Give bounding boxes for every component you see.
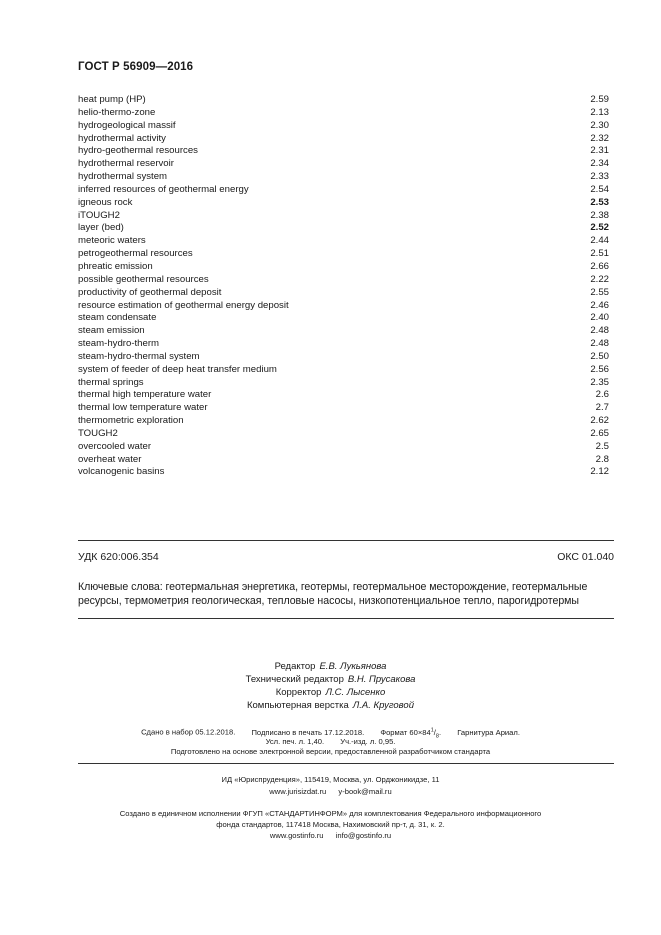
index-ref: 2.56 <box>590 363 609 375</box>
index-ref: 2.32 <box>590 132 609 144</box>
index-row <box>78 312 609 325</box>
document-header: ГОСТ Р 56909—2016 <box>78 61 194 73</box>
index-term: steam-hydro-therm <box>78 338 160 350</box>
creator-site[interactable]: www.gostinfo.ru <box>269 831 324 840</box>
index-ref: 2.12 <box>590 466 609 478</box>
index-row <box>78 441 609 454</box>
index-term: resource estimation of geothermal energy deposit <box>78 299 289 311</box>
index-term: steam condensate <box>78 312 157 324</box>
index-term: productivity of geothermal deposit <box>78 286 222 298</box>
index-ref: 2.59 <box>590 94 609 105</box>
index-ref: 2.22 <box>590 273 609 285</box>
index-term: petrogeothermal resources <box>78 248 193 260</box>
index-row <box>78 402 609 415</box>
index-term: steam emission <box>78 325 145 337</box>
index-term: hydro-geothermal resources <box>78 145 198 157</box>
publisher-site[interactable]: www.jurisizdat.ru <box>269 787 327 796</box>
submitted-date: Сдано в набор 05.12.2018. <box>141 727 236 737</box>
index-row <box>78 184 609 197</box>
credit-role: Технический редактор <box>245 674 344 685</box>
creator-contacts <box>0 830 661 842</box>
index-ref: 2.62 <box>590 415 609 427</box>
index-ref: 2.66 <box>590 260 609 272</box>
index-row <box>78 325 609 338</box>
index-ref: 2.13 <box>590 106 609 118</box>
credits-block <box>0 660 661 712</box>
index-term: steam-hydro-thermal system <box>78 350 200 362</box>
index-ref: 2.31 <box>590 145 609 157</box>
index-term: system of feeder of deep heat transfer medium <box>78 363 277 375</box>
index-ref: 2.53 <box>590 196 609 208</box>
index-row <box>78 389 609 402</box>
publisher-email[interactable]: y-book@mail.ru <box>338 787 392 796</box>
index-row <box>78 197 609 210</box>
index-row <box>78 133 609 146</box>
credit-name: Л.С. Лысенко <box>325 687 386 698</box>
divider-keywords <box>78 618 614 619</box>
index-ref: 2.46 <box>590 299 609 311</box>
index-row <box>78 415 609 428</box>
keywords: Ключевые слова: геотермальная энергетика, геотермы, геотермальное месторождение, геотермальные ресурсы, термометрия геологическая, тепловые насосы, низкопотенциальное тепло, парогидротермы <box>78 581 588 607</box>
index-row <box>78 428 609 441</box>
index-term: possible geothermal resources <box>78 273 209 285</box>
index-term: overcooled water <box>78 440 152 452</box>
index-term: phreatic emission <box>78 260 153 272</box>
index-ref: 2.40 <box>590 312 609 324</box>
index-row <box>78 248 609 261</box>
index-row <box>78 235 609 248</box>
credit-line <box>0 673 661 686</box>
index-term: thermal springs <box>78 376 144 388</box>
index-row <box>78 261 609 274</box>
creator-line2: фонда стандартов, 117418 Москва, Нахимовский пр-т, д. 31, к. 2. <box>216 820 445 829</box>
index-row <box>78 171 609 184</box>
index-row <box>78 454 609 467</box>
index-ref: 2.8 <box>595 453 609 465</box>
index-ref: 2.65 <box>590 427 609 439</box>
credit-line <box>0 699 661 712</box>
credit-role: Компьютерная верстка <box>246 700 349 711</box>
index-row <box>78 300 609 313</box>
index-row <box>78 351 609 364</box>
index-ref: 2.44 <box>590 235 609 247</box>
index-term: hydrothermal activity <box>78 132 166 144</box>
term-index <box>78 94 609 479</box>
print-sheets: Усл. печ. л. 1,40. <box>265 737 325 746</box>
index-term: meteoric waters <box>78 235 146 247</box>
index-term: inferred resources of geothermal energy <box>78 183 249 195</box>
index-row <box>78 338 609 351</box>
index-row <box>78 145 609 158</box>
index-term: hydrothermal system <box>78 171 168 183</box>
index-ref: 2.50 <box>590 350 609 362</box>
index-row <box>78 377 609 390</box>
credit-role: Корректор <box>275 687 322 698</box>
index-term: volcanogenic basins <box>78 466 165 478</box>
index-ref: 2.51 <box>590 248 609 260</box>
credit-line <box>0 660 661 673</box>
divider-bottom <box>78 763 614 764</box>
index-row <box>78 222 609 235</box>
index-term: helio-thermo-zone <box>78 106 156 118</box>
index-row <box>78 120 609 133</box>
index-ref: 2.30 <box>590 119 609 131</box>
index-term: igneous rock <box>78 196 133 208</box>
index-term: thermal low temperature water <box>78 402 208 414</box>
typeface: Гарнитура Ариал. <box>457 727 520 737</box>
index-row <box>78 107 609 120</box>
index-row <box>78 94 609 107</box>
index-term: heat pump (HP) <box>78 94 146 105</box>
index-term: iTOUGH2 <box>78 209 120 221</box>
index-ref: 2.5 <box>595 440 609 452</box>
credit-name: В.Н. Прусакова <box>347 674 416 685</box>
index-row <box>78 158 609 171</box>
index-row <box>78 210 609 223</box>
index-ref: 2.7 <box>595 402 609 414</box>
index-term: hydrothermal reservoir <box>78 158 174 170</box>
index-row <box>78 364 609 377</box>
index-ref: 2.52 <box>590 222 609 234</box>
index-ref: 2.34 <box>590 158 609 170</box>
credit-line <box>0 686 661 699</box>
index-ref: 2.48 <box>590 325 609 337</box>
signed-date: Подписано в печать 17.12.2018. <box>251 727 365 737</box>
index-row <box>78 287 609 300</box>
prepared-note: Подготовлено на основе электронной версии, предоставленной разработчиком стандарта <box>170 747 491 756</box>
index-ref: 2.38 <box>590 209 609 221</box>
credit-name: Е.В. Лукьянова <box>319 661 387 672</box>
index-ref: 2.35 <box>590 376 609 388</box>
index-ref: 2.6 <box>595 389 609 401</box>
index-ref: 2.48 <box>590 338 609 350</box>
oks-code: ОКС 01.040 <box>557 551 614 563</box>
index-term: thermal high temperature water <box>78 389 212 401</box>
index-row <box>78 466 609 479</box>
credit-name: Л.А. Круговой <box>352 700 414 711</box>
index-term: overheat water <box>78 453 142 465</box>
creator-email[interactable]: info@gostinfo.ru <box>335 831 392 840</box>
divider-top <box>78 540 614 541</box>
publisher-address: ИД «Юриспруденция», 115419, Москва, ул. Орджоникидзе, 11 <box>221 775 440 784</box>
publisher-contacts <box>0 786 661 798</box>
index-term: thermometric exploration <box>78 415 184 427</box>
index-term: TOUGH2 <box>78 427 118 439</box>
credit-role: Редактор <box>274 661 316 672</box>
index-term: layer (bed) <box>78 222 124 234</box>
index-ref: 2.55 <box>590 286 609 298</box>
index-term: hydrogeological massif <box>78 119 176 131</box>
creator-line1: Создано в единичном исполнении ФГУП «СТАНДАРТИНФОРМ» для комплектования Федерального информационного <box>119 809 542 818</box>
publisher-sheets: Уч.-изд. л. 0,95. <box>340 737 396 746</box>
index-ref: 2.33 <box>590 171 609 183</box>
udk-code: УДК 620:006.354 <box>78 551 159 563</box>
index-ref: 2.54 <box>590 183 609 195</box>
paper-format: Формат $60\times 84^1/_8$. <box>380 727 442 740</box>
index-row <box>78 274 609 287</box>
